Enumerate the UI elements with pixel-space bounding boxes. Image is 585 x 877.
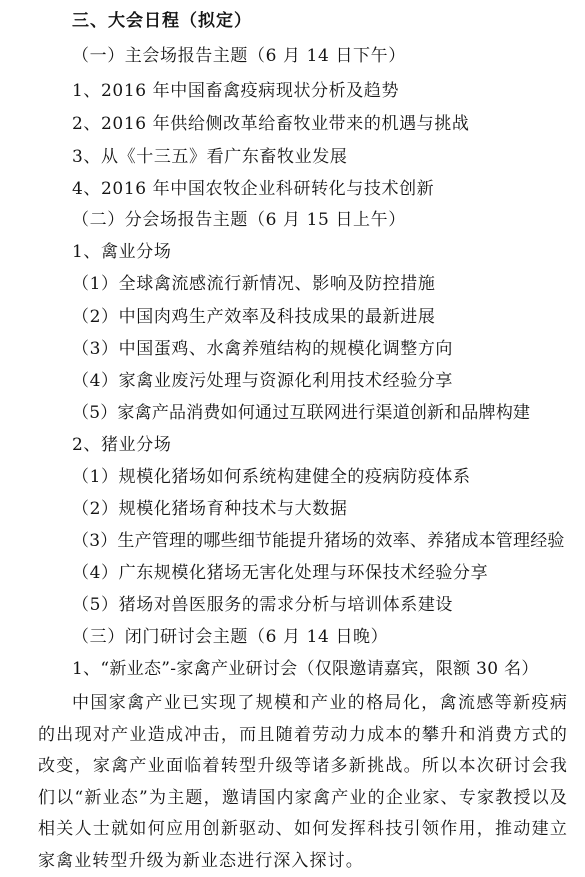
- main-venue-item-2: 2、2016 年供给侧改革给畜牧业带来的机遇与挑战: [72, 114, 470, 134]
- section-title: 三、大会日程（拟定）: [72, 11, 252, 31]
- main-venue-item-4: 4、2016 年中国农牧企业科研转化与技术创新: [72, 179, 435, 199]
- closed-seminar-paragraph: 中国家禽产业已实现了规模和产业的格局化，禽流感等新疫病的出现对产业造成冲击，而且随着劳动力成本的攀升和消费方式的改变，家禽产业面临着转型升级等诸多新挑战。所以本次研讨会我们以“新业态”为主题，邀请国内家禽产业的企业家、专家教授以及相关人士就如何应用创新驱动、如何发挥科技引领作用，推动建立家禽业转型升级为新业态进行深入探讨。: [38, 693, 568, 871]
- closed-seminar-item: 1、“新业态”-家禽产业研讨会（仅限邀请嘉宾，限额 30 名）: [72, 659, 539, 679]
- pig-track-title: 2、猪业分场: [72, 435, 172, 455]
- poultry-item-2: （2）中国肉鸡生产效率及科技成果的最新进展: [72, 307, 436, 327]
- main-venue-item-1: 1、2016 年中国畜禽疫病现状分析及趋势: [72, 81, 400, 101]
- closed-seminar-heading: （三）闭门研讨会主题（6 月 14 日晚）: [72, 627, 389, 647]
- poultry-item-3: （3）中国蛋鸡、水禽养殖结构的规模化调整方向: [72, 339, 454, 359]
- poultry-item-4: （4）家禽业废污处理与资源化利用技术经验分享: [72, 371, 454, 391]
- pig-item-1: （1）规模化猪场如何系统构建健全的疫病防疫体系: [72, 467, 471, 487]
- pig-item-2: （2）规模化猪场育种技术与大数据: [72, 499, 348, 519]
- poultry-item-1: （1）全球禽流感流行新情况、影响及防控措施: [72, 274, 436, 294]
- sub-venue-heading: （二）分会场报告主题（6 月 15 日上午）: [72, 210, 406, 230]
- poultry-item-5: （5）家禽产品消费如何通过互联网进行渠道创新和品牌构建: [72, 403, 531, 423]
- poultry-track-title: 1、禽业分场: [72, 242, 172, 262]
- pig-item-4: （4）广东规模化猪场无害化处理与环保技术经验分享: [72, 563, 489, 583]
- pig-item-5: （5）猪场对兽医服务的需求分析与培训体系建设: [72, 595, 454, 615]
- main-venue-heading: （一）主会场报告主题（6 月 14 日下午）: [72, 46, 406, 66]
- main-venue-item-3: 3、从《十三五》看广东畜牧业发展: [72, 147, 348, 167]
- pig-item-3: （3）生产管理的哪些细节能提升猪场的效率、养猪成本管理经验: [72, 531, 565, 551]
